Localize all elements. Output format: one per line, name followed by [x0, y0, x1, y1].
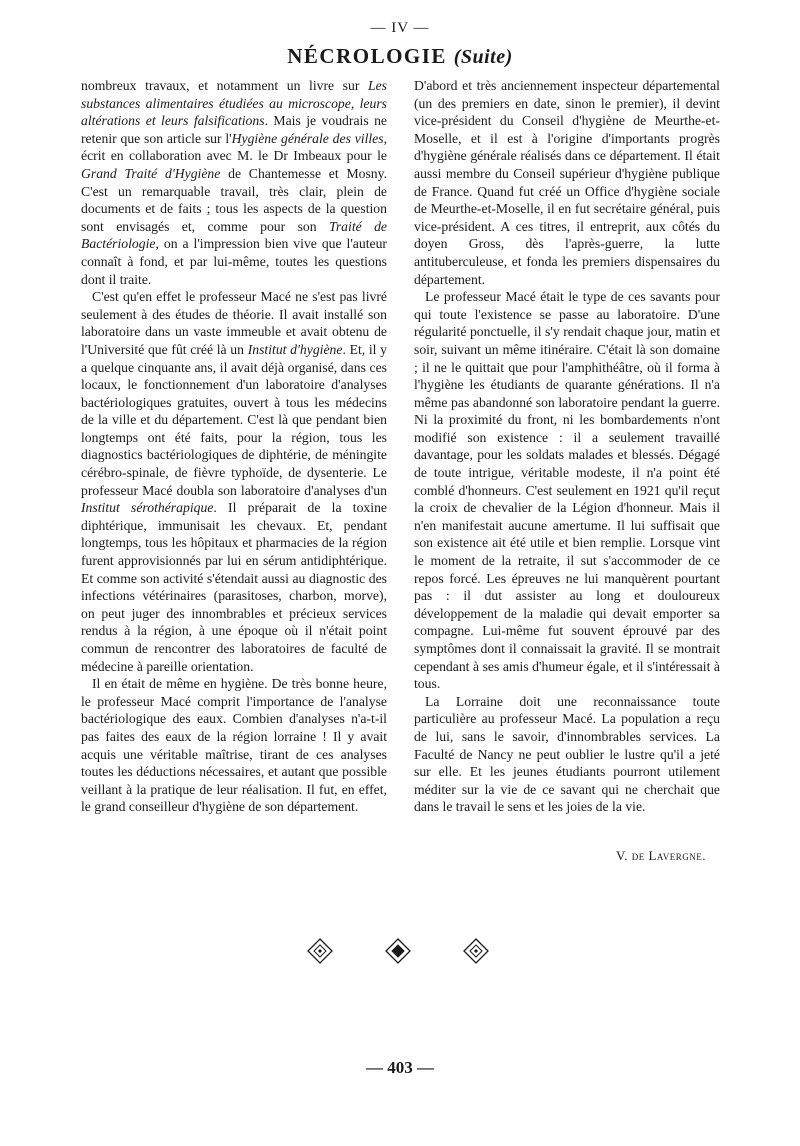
diamond-ornament-icon — [306, 937, 334, 965]
page-title — [0, 44, 800, 69]
text-run: , on a l'impression bien vive que l'auteur connaît à fond, et par lui-même, toutes les questions dont il traite. — [81, 236, 387, 287]
text-run: . Mais je voudrais ne retenir que son article sur l' — [81, 113, 388, 146]
text-run: . Il préparait de la toxine diphtérique, immunisait les chevaux. Et, pendant longtemps, tous les hôpitaux et pharmacies de la région furent approvisionnés par lui en sérum antidiphtérique. Et comme son activité s'étendait aussi au diagnostic des infections vétérinaires (parasitoses, charbon, morve), on peut juger des innombrables et précieux services rendus à la région, à une époque où il n'était point commun de rencontrer des laboratoires de faculté de médecine à pareille orientation. — [81, 500, 387, 674]
diamond-ornament-icon — [462, 937, 490, 965]
italic-title: Hygiène générale des villes — [231, 130, 384, 146]
italic-title: Institut sérothérapique — [81, 500, 214, 516]
running-head-numeral: — IV — — [370, 20, 430, 36]
italic-title: Institut d'hygiène — [247, 341, 343, 357]
paragraph — [81, 288, 387, 675]
paragraph: La Lorraine doit une reconnaissance toute particulière au professeur Macé. La population a reçu de lui, sans le savoir, d'innombrables services. La Faculté de Nancy ne peut oublier le lustre qu'il a jeté sur elle. Et les jeunes étudiants pourront utilement méditer sur la vie de ce savant qui ne cherchait que dans le travail le sens et les joies de la vie. — [414, 693, 720, 815]
page-number: — 403 — — [366, 1058, 434, 1077]
italic-title: Les substances alimentaires étudiées au microscope, leurs altérations et leurs falsifications — [81, 78, 387, 129]
text-run: , écrit en collaboration avec M. le Dr Imbeaux pour le — [81, 130, 387, 164]
paragraph — [81, 77, 387, 288]
ornament-row — [0, 937, 800, 967]
text-run: C'est qu'en effet le professeur Macé ne s'est pas livré seulement à des études de théorie. Il avait installé son laboratoire dans un vaste immeuble et avait obtenu de l'Université que fût créé là un — [81, 289, 387, 357]
title-main: NÉCROLOGIE — [287, 44, 447, 68]
signature-name: de Lavergne. — [631, 848, 706, 863]
title-suffix: (Suite) — [453, 46, 513, 68]
italic-title: Grand Traité d'Hygiène — [81, 165, 221, 181]
diamond-ornament-icon — [384, 937, 412, 965]
text-run: de Chantemesse et Mosny. C'est un remarquable travail, très clair, plein de documents et de faits ; tous les aspects de la question sont envisagés et, comme pour son — [81, 165, 387, 234]
signature — [414, 848, 706, 864]
right-column — [414, 77, 720, 816]
paragraph: Il en était de même en hygiène. De très bonne heure, le professeur Macé comprit l'importance de l'analyse bactériologique des eaux. Combien d'analyses n'a-t-il pas faites des eaux de la région lorraine ! Il y avait acquis une véritable maîtrise, tirant de ces analyses toutes les déductions nécessaires, et autant que possible veillant à la pratique de leur réalisation. Il fut, en effet, le grand conseilleur d'hygiène de son département. — [81, 676, 387, 815]
paragraph: Le professeur Macé était le type de ces savants pour qui toute l'existence se passe au laboratoire. D'une régularité ponctuelle, il s'y rendait chaque jour, matin et soir, suivant un même itinéraire. C'était là son domaine ; il ne le quittait que pour l'amphithéâtre, où il forma à l'hygiène les étudiants de quarante générations. Il n'a même pas abandonné son laboratoire pendant la guerre. Ni la proximité du front, ni les bombardements n'ont modifié son existence : il a seulement travaillé davantage, pour les soldats malades et blessés. Dégagé de toute intrigue, véritable modeste, il n'a point été comblé d'honneurs. C'est seulement en 1921 qu'il reçut la croix de chevalier de la Légion d'honneur. Mais il n'en manifestait aucune amertume. Il lui suffisait que son existence ait été utile et bien remplie. Lorsque vint le moment de la retraite, il sut s'accommoder de ce repos forcé. Les épreuves ne lui manquèrent pourtant pas : il dut assister au long et douloureux développement de la maladie qui devait emporter sa compagne. Lui-même fut souvent éprouvé par des symptômes dont il connaissait la gravité. Il se montrait cependant à ses amis d'humeur égale, et il s'intéressait à tous. — [414, 289, 720, 692]
left-column — [81, 77, 387, 816]
italic-title: Traité de Bactériologie — [81, 218, 387, 252]
text-run: nombreux travaux, et notamment un livre sur — [81, 78, 368, 93]
text-run: . Et, il y a quelque cinquante ans, il avait déjà organisé, dans ces locaux, le fonctionnement d'un laboratoire d'analyses bactériologiques gratuites, ouvert à tous les médecins de la ville et du département. C'est là que pendant bien longtemps ont été faits, pour la région, tous les diagnostics bactériologiques de diphtérie, de méningite cérébro-spinale, de fièvre typhoïde, de dysenterie. Le professeur Macé doubla son laboratoire d'analyses d'un — [81, 341, 387, 498]
paragraph: D'abord et très anciennement inspecteur départemental (un des premiers en date, sinon le premier), il devint vice-président du Conseil d'hygiène de Meurthe-et-Moselle, et il est à l'origine d'importants progrès d'hygiène générale réalisés dans ce département. Il était aussi membre du Conseil supérieur d'hygiène publique de France. Quand fut créé un Office d'hygiène sociale de Meurthe-et-Moselle, il en fut secrétaire général, puis vice-président. A ces titres, il entreprit, aux côtés du doyen Gross, dès l'après-guerre, la lutte antituberculeuse, et fonda les premiers dispensaires du département. — [414, 78, 720, 287]
signature-initial: V. — [616, 848, 632, 863]
